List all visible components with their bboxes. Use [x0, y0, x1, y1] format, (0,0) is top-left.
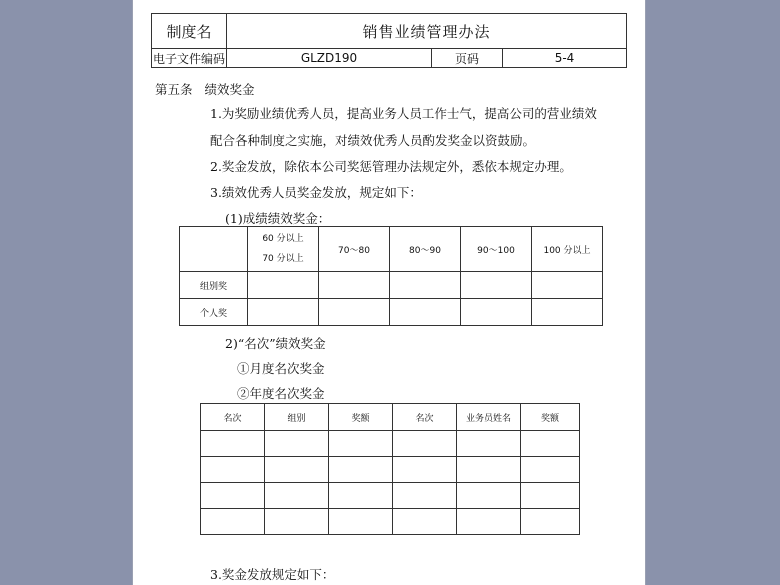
table-row: [180, 272, 603, 299]
table1-header-70-80: 70～80: [319, 227, 390, 272]
table2-header-amount: 奖额: [329, 404, 393, 431]
table-row: [201, 483, 580, 509]
table1-corner-cell: [180, 227, 248, 272]
paragraph-3: 3.绩效优秀人员奖金发放，规定如下：: [210, 185, 422, 200]
subsection-1: (1)成绩绩效奖金：: [225, 211, 331, 226]
table-row: [201, 431, 580, 457]
paragraph-bonus-rules: 3.奖金发放规定如下：: [210, 567, 335, 582]
table-row: [201, 457, 580, 483]
table1-header-100-plus: 100 分以上: [532, 227, 603, 272]
table1-row-label-group: 组别奖: [180, 272, 248, 299]
document-header-table: [151, 13, 627, 68]
section-heading: [155, 80, 254, 98]
item-monthly-bonus: ①月度名次奖金: [237, 361, 325, 376]
table1-header-80-90: 80～90: [390, 227, 461, 272]
table-row: [180, 299, 603, 326]
paragraph-1-line-2: 配合各种制度之实施，对绩效优秀人员酌发奖金以资鼓励。: [210, 133, 536, 148]
subsection-2: 2)“名次”绩效奖金: [225, 336, 326, 351]
policy-title: 销售业绩管理办法: [227, 14, 627, 49]
file-code: GLZD190: [227, 49, 432, 68]
label-file-code: 电子文件编码: [152, 49, 227, 68]
table1-header-60-70: 60 分以上 70 分以上: [248, 227, 319, 272]
table2-header-amount-2: 奖额: [521, 404, 580, 431]
table2-header-rank-2: 名次: [393, 404, 457, 431]
label-page-number: 页码: [432, 49, 503, 68]
table2-header-group: 组别: [265, 404, 329, 431]
document-page: [133, 0, 645, 585]
paragraph-2: 2.奖金发放，除依本公司奖惩管理办法规定外，悉依本规定办理。: [210, 159, 572, 174]
section-number: 第五条: [155, 82, 193, 97]
performance-bonus-table: [179, 226, 603, 326]
table1-header-90-100: 90～100: [461, 227, 532, 272]
item-annual-bonus: ②年度名次奖金: [237, 386, 325, 401]
label-policy-name: 制度名: [152, 14, 227, 49]
table2-header-salesperson: 业务员姓名: [457, 404, 521, 431]
page-number: 5-4: [503, 49, 627, 68]
section-title: 绩效奖金: [204, 82, 255, 97]
table-row: [201, 509, 580, 535]
paragraph-1-line-1: 1.为奖励业绩优秀人员，提高业务人员工作士气，提高公司的营业绩效: [210, 106, 597, 121]
table1-row-label-individual: 个人奖: [180, 299, 248, 326]
ranking-bonus-table: [200, 403, 580, 535]
table2-header-rank: 名次: [201, 404, 265, 431]
